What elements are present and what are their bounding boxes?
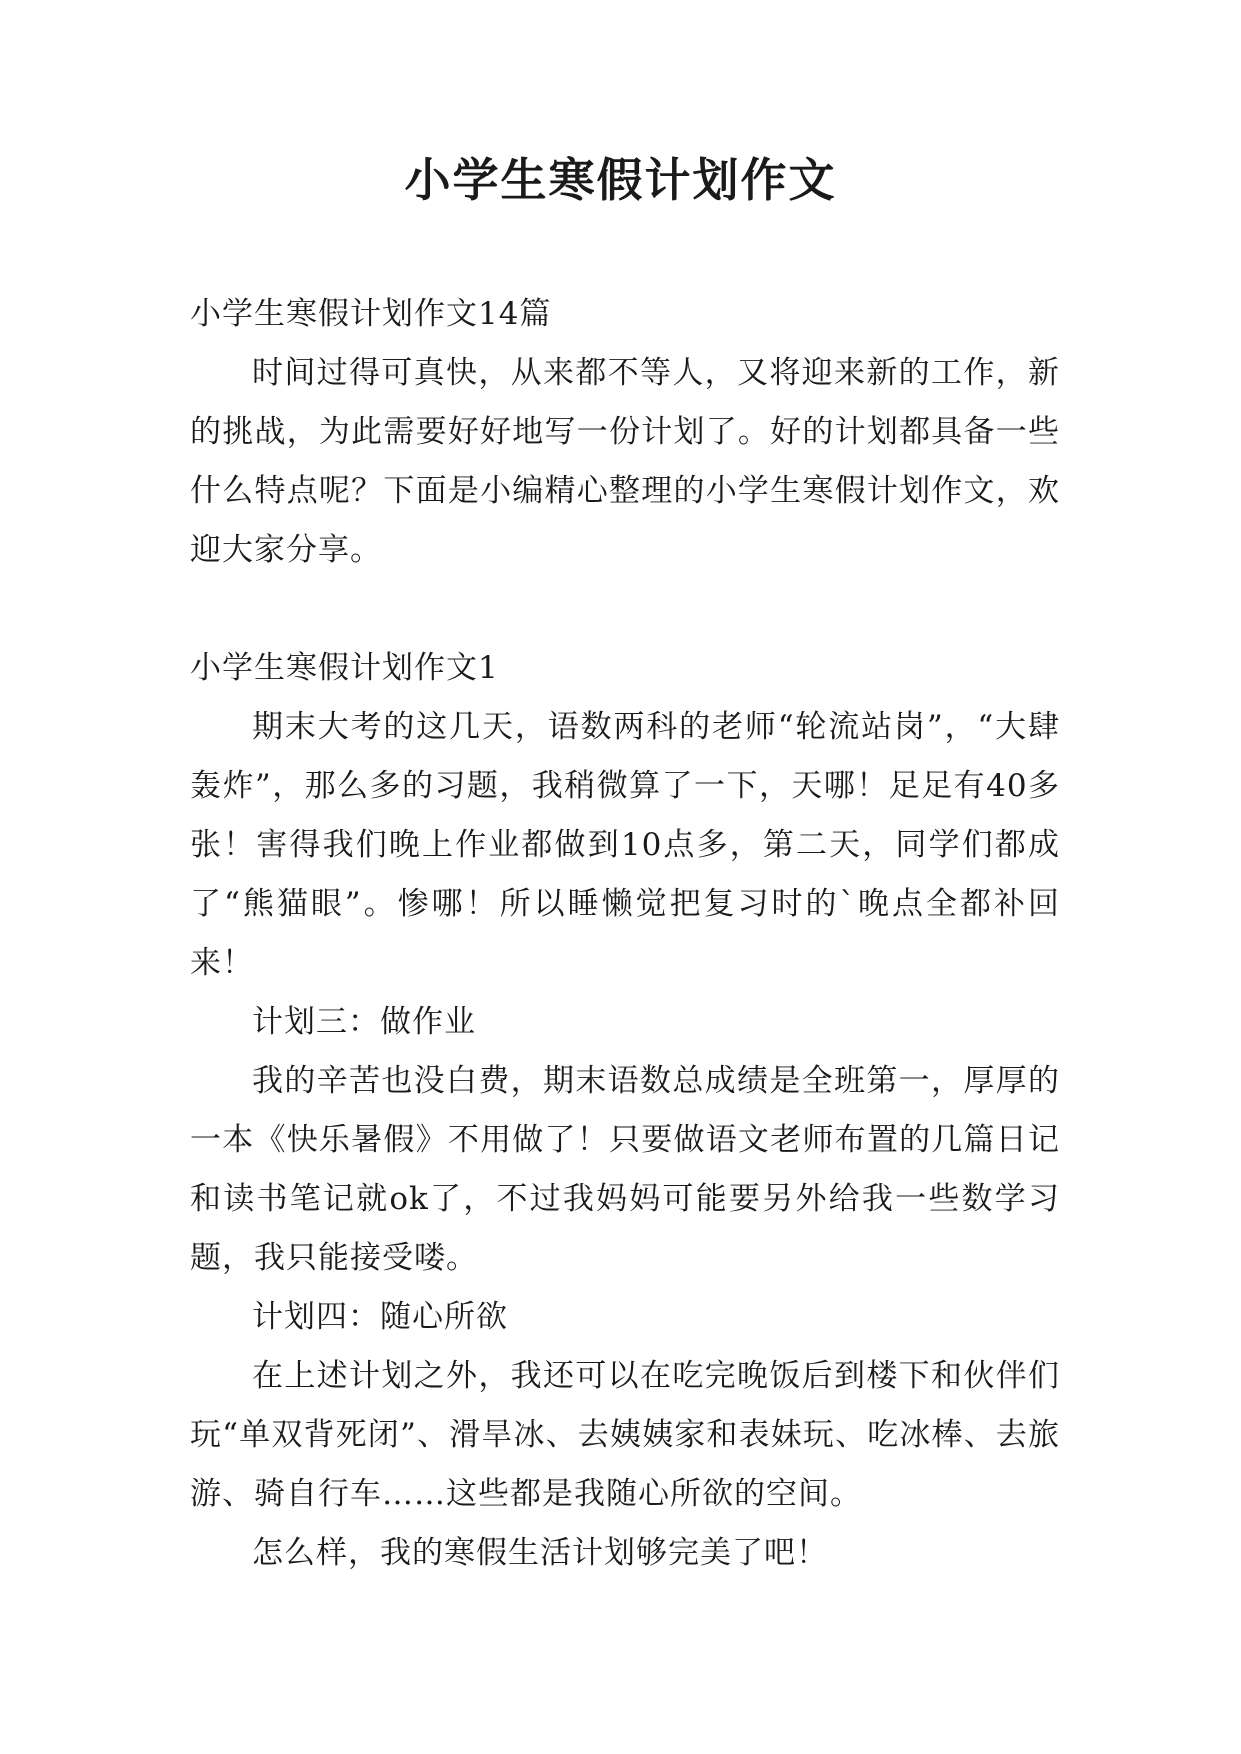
body-paragraph: 我的辛苦也没白费，期末语数总成绩是全班第一，厚厚的一本《快乐暑假》不用做了！只要做语文老师布置的几篇日记和读书笔记就ok了，不过我妈妈可能要另外给我一些数学习题，我只能接受喽。 (190, 1063, 1060, 1276)
body-paragraph: 期末大考的这几天，语数两科的老师“轮流站岗”，“大肆轰炸”，那么多的习题，我稍微算了一下，天哪！足足有40多张！害得我们晚上作业都做到10点多，第二天，同学们都成了“熊猫眼”。惨哪！所以睡懒觉把复习时的`晚点全都补回来！ (190, 709, 1060, 981)
plan-heading: 计划三：做作业 (252, 1004, 476, 1040)
closing-paragraph: 怎么样，我的寒假生活计划够完美了吧！ (252, 1535, 828, 1571)
body-paragraph: 在上述计划之外，我还可以在吃完晚饭后到楼下和伙伴们玩“单双背死闭”、滑旱冰、去姨姨家和表妹玩、吃冰棒、去旅游、骑自行车……这些都是我随心所欲的空间。 (190, 1358, 1060, 1512)
intro-paragraph: 时间过得可真快，从来都不等人，又将迎来新的工作，新的挑战，为此需要好好地写一份计划了。好的计划都具备一些什么特点呢？下面是小编精心整理的小学生寒假计划作文，欢迎大家分享。 (190, 355, 1060, 568)
section-spacer (190, 580, 1060, 639)
plan-heading: 计划四：随心所欲 (252, 1299, 508, 1335)
document-title: 小学生寒假计划作文 (404, 153, 837, 207)
document-body (190, 285, 1060, 1583)
section-heading: 小学生寒假计划作文1 (190, 650, 499, 686)
subtitle-line: 小学生寒假计划作文14篇 (190, 296, 552, 332)
